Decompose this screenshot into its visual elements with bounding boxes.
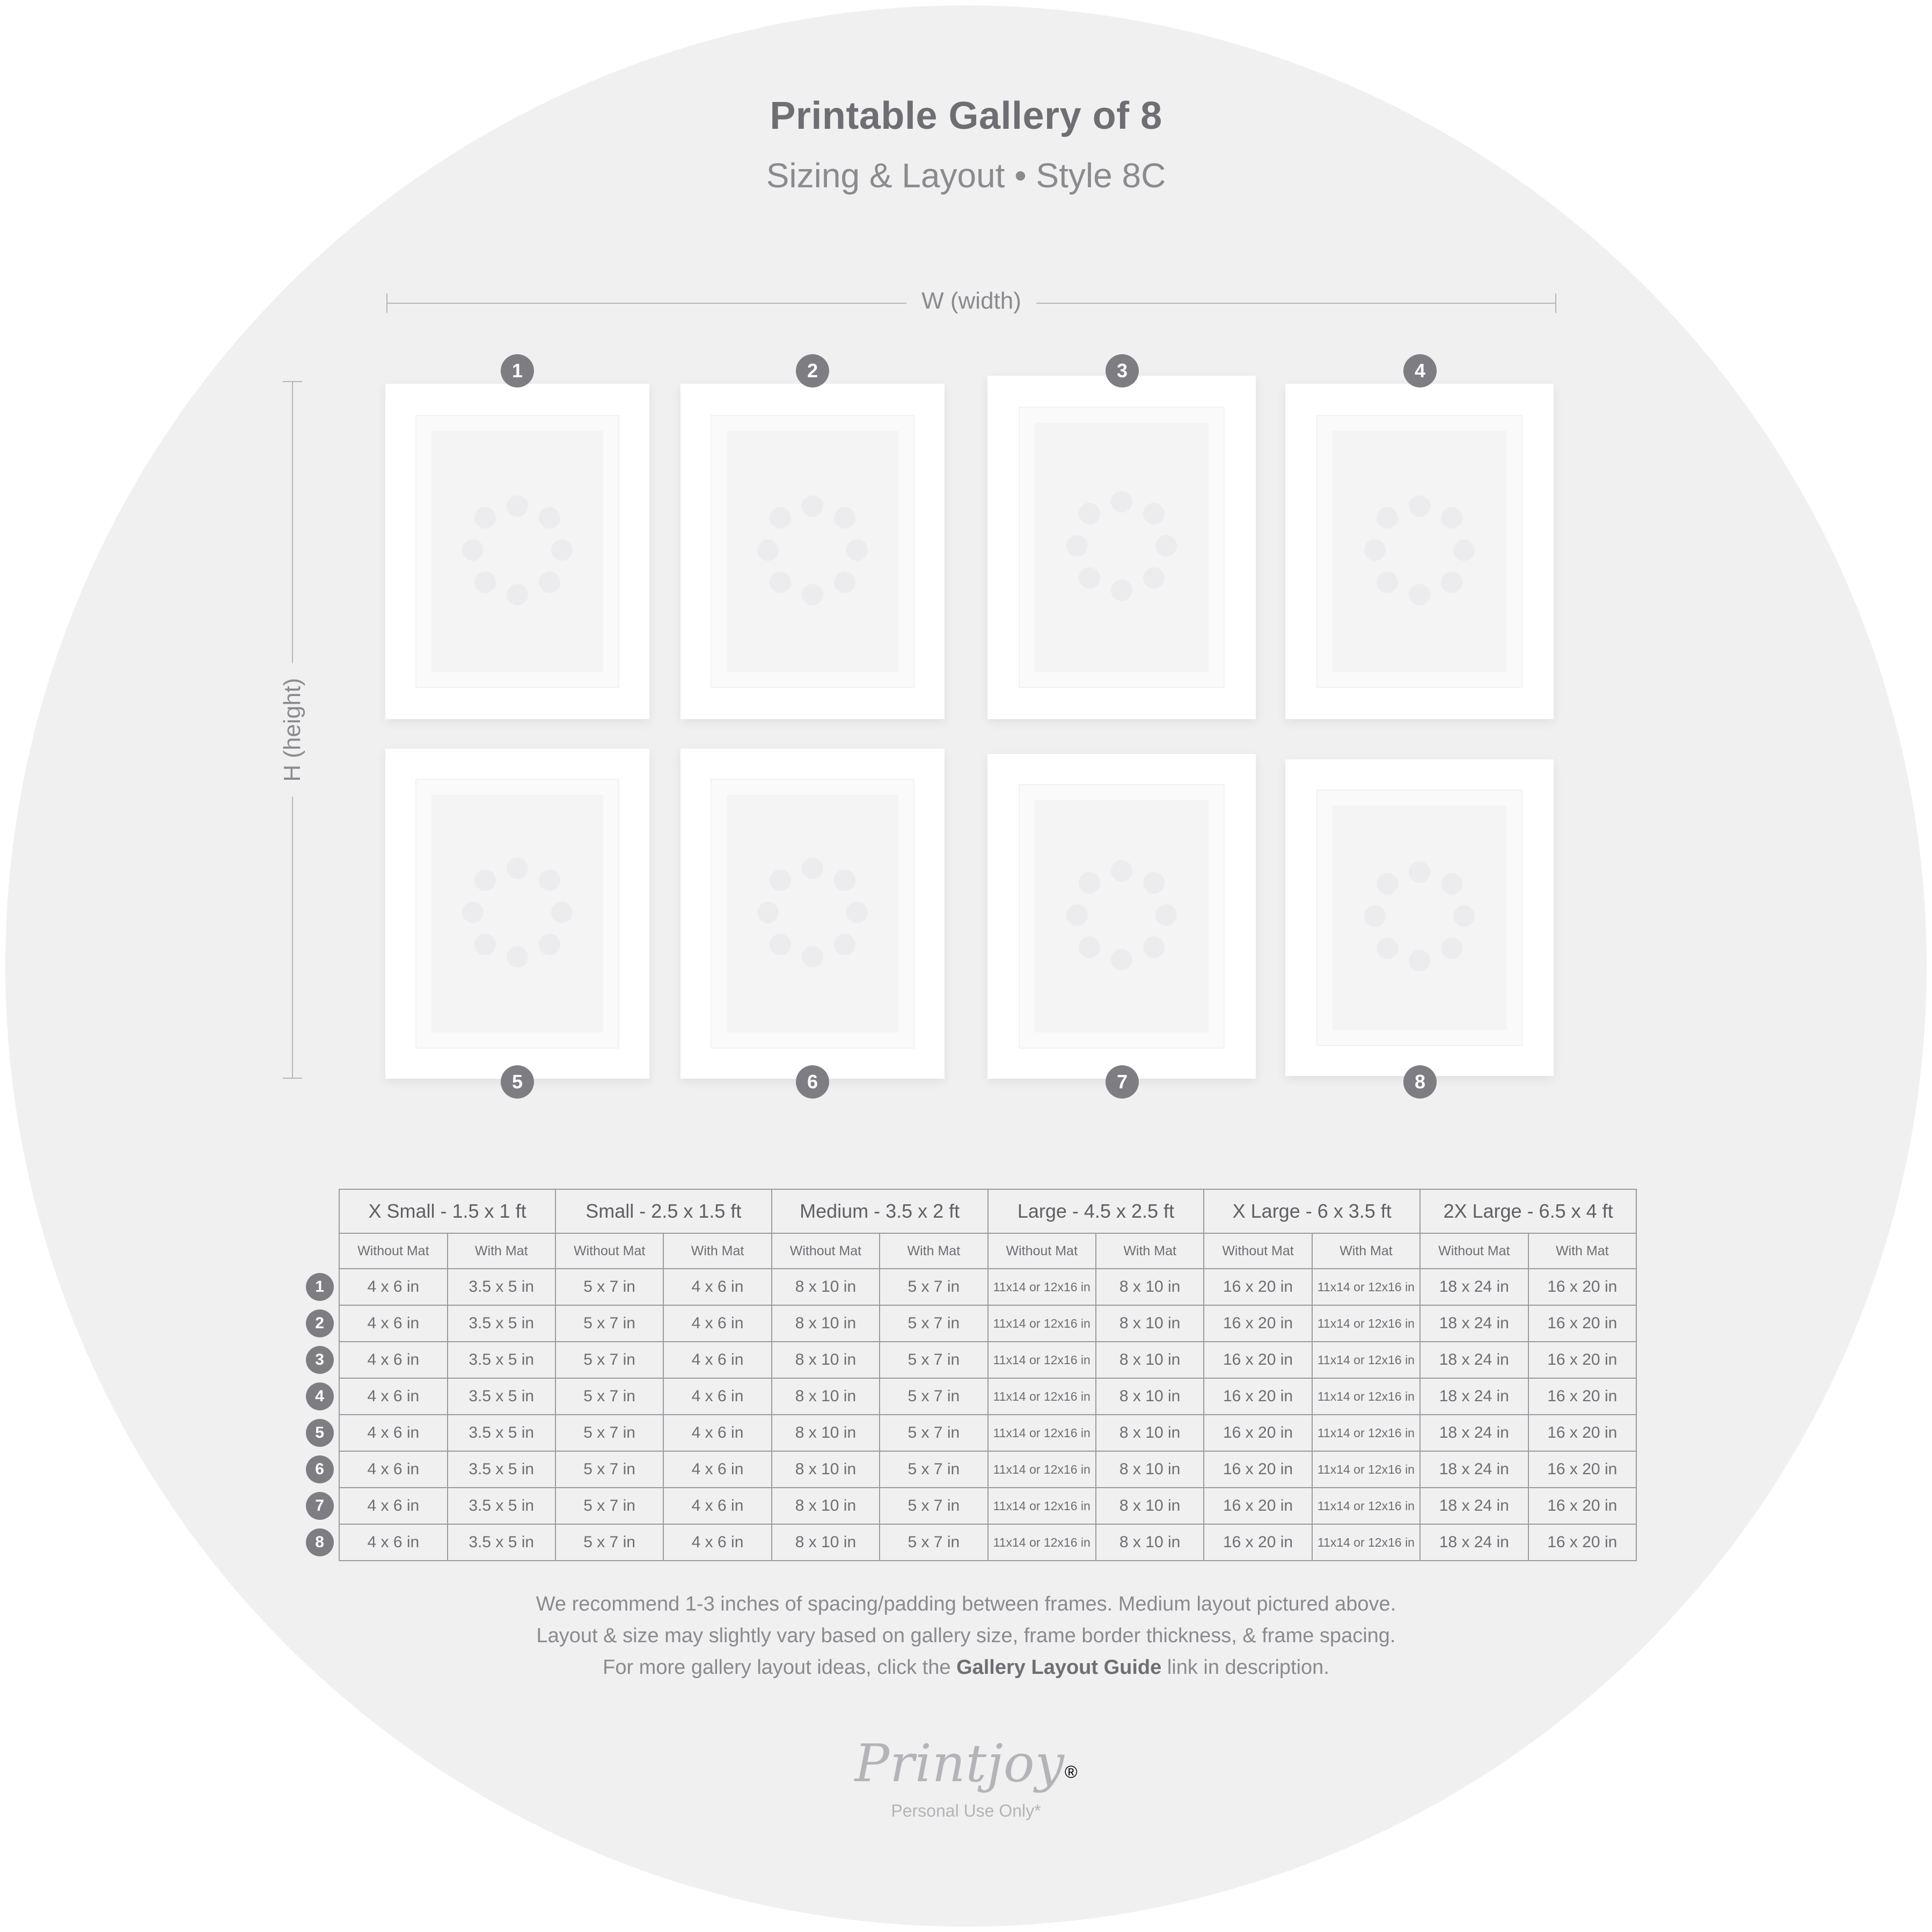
cell-6-12: 16 x 20 in bbox=[1528, 1451, 1637, 1488]
cell-5-5: 8 x 10 in bbox=[772, 1415, 880, 1451]
frame-badge-2: 2 bbox=[796, 354, 829, 387]
size-group-large: Large - 4.5 x 2.5 ft bbox=[988, 1189, 1204, 1233]
cell-2-5: 8 x 10 in bbox=[772, 1305, 880, 1342]
row-number-cell-4 bbox=[301, 1378, 339, 1415]
cell-2-9: 16 x 20 in bbox=[1204, 1305, 1312, 1342]
page-subtitle: Sizing & Layout • Style 8C bbox=[766, 156, 1166, 195]
frame-mat-8 bbox=[1316, 789, 1523, 1046]
cell-4-10: 11x14 or 12x16 in bbox=[1312, 1378, 1420, 1415]
row-number-cell-5 bbox=[301, 1415, 339, 1451]
frame-badge-6: 6 bbox=[796, 1065, 829, 1099]
cell-7-9: 16 x 20 in bbox=[1204, 1488, 1312, 1524]
cell-4-8: 8 x 10 in bbox=[1096, 1378, 1204, 1415]
cell-1-6: 5 x 7 in bbox=[880, 1269, 987, 1305]
frame-mat-7 bbox=[1019, 784, 1225, 1049]
width-dimension bbox=[386, 288, 1556, 314]
frame-mat-3 bbox=[1019, 407, 1225, 688]
table-row bbox=[301, 1342, 1636, 1378]
cell-4-2: 3.5 x 5 in bbox=[448, 1378, 555, 1415]
cell-8-3: 5 x 7 in bbox=[555, 1524, 663, 1561]
cell-1-12: 16 x 20 in bbox=[1528, 1269, 1637, 1305]
cell-8-7: 11x14 or 12x16 in bbox=[988, 1524, 1096, 1561]
notes-block bbox=[0, 1589, 1932, 1684]
artwork-dots-5 bbox=[461, 858, 574, 970]
row-number-cell-7 bbox=[301, 1488, 339, 1524]
table-corner bbox=[301, 1189, 339, 1233]
cell-8-12: 16 x 20 in bbox=[1528, 1524, 1637, 1561]
cell-7-7: 11x14 or 12x16 in bbox=[988, 1488, 1096, 1524]
cell-4-12: 16 x 20 in bbox=[1528, 1378, 1637, 1415]
frame-artwork-4 bbox=[1333, 431, 1506, 672]
row-number-cell-6 bbox=[301, 1451, 339, 1488]
cell-2-10: 11x14 or 12x16 in bbox=[1312, 1305, 1420, 1342]
frame-artwork-7 bbox=[1035, 800, 1209, 1033]
cell-8-2: 3.5 x 5 in bbox=[448, 1524, 555, 1561]
cell-6-5: 8 x 10 in bbox=[772, 1451, 880, 1488]
height-dimension-label: H (height) bbox=[279, 663, 306, 796]
frame-badge-1: 1 bbox=[501, 354, 534, 387]
row-badge-8: 8 bbox=[306, 1528, 334, 1556]
frame-artwork-8 bbox=[1333, 806, 1506, 1030]
subheader-with-mat-4: With Mat bbox=[1096, 1233, 1204, 1269]
cell-5-7: 11x14 or 12x16 in bbox=[988, 1415, 1096, 1451]
cell-2-2: 3.5 x 5 in bbox=[448, 1305, 555, 1342]
cell-1-3: 5 x 7 in bbox=[555, 1269, 663, 1305]
table-corner-sub bbox=[301, 1233, 339, 1269]
subheader-with-mat-5: With Mat bbox=[1312, 1233, 1420, 1269]
cell-8-10: 11x14 or 12x16 in bbox=[1312, 1524, 1420, 1561]
height-dimension bbox=[279, 381, 305, 1079]
row-number-cell-2 bbox=[301, 1305, 339, 1342]
cell-7-12: 16 x 20 in bbox=[1528, 1488, 1637, 1524]
frame-badge-4: 4 bbox=[1403, 354, 1437, 387]
size-group-2x-large: 2X Large - 6.5 x 4 ft bbox=[1420, 1189, 1636, 1233]
cell-8-4: 4 x 6 in bbox=[663, 1524, 771, 1561]
frame-artwork-6 bbox=[727, 795, 898, 1033]
brand-name-wrap bbox=[0, 1733, 1932, 1794]
cell-3-3: 5 x 7 in bbox=[555, 1342, 663, 1378]
artwork-dots-3 bbox=[1065, 491, 1178, 604]
size-group-x-large: X Large - 6 x 3.5 ft bbox=[1204, 1189, 1420, 1233]
gallery-frame-8 bbox=[1285, 759, 1554, 1076]
table-row bbox=[301, 1305, 1636, 1342]
frame-artwork-3 bbox=[1035, 423, 1209, 672]
page-title: Printable Gallery of 8 bbox=[770, 94, 1162, 137]
cell-6-1: 4 x 6 in bbox=[339, 1451, 447, 1488]
width-dimension-cap-right bbox=[1555, 294, 1556, 313]
cell-1-7: 11x14 or 12x16 in bbox=[988, 1269, 1096, 1305]
subheader-with-mat-6: With Mat bbox=[1528, 1233, 1637, 1269]
cell-5-12: 16 x 20 in bbox=[1528, 1415, 1637, 1451]
registered-trademark-icon: ® bbox=[1064, 1762, 1078, 1782]
cell-6-11: 18 x 24 in bbox=[1420, 1451, 1528, 1488]
note-line-3 bbox=[0, 1652, 1932, 1684]
cell-5-4: 4 x 6 in bbox=[663, 1415, 771, 1451]
note-line-3-suffix: link in description. bbox=[1161, 1656, 1329, 1679]
subheader-without-mat-5: Without Mat bbox=[1204, 1233, 1312, 1269]
cell-3-7: 11x14 or 12x16 in bbox=[988, 1342, 1096, 1378]
note-line-2: Layout & size may slightly vary based on gallery size, frame border thickness, & frame spacing. bbox=[536, 1624, 1396, 1647]
subheader-without-mat-3: Without Mat bbox=[772, 1233, 880, 1269]
cell-7-5: 8 x 10 in bbox=[772, 1488, 880, 1524]
cell-8-11: 18 x 24 in bbox=[1420, 1524, 1528, 1561]
row-number-cell-8 bbox=[301, 1524, 339, 1561]
cell-1-1: 4 x 6 in bbox=[339, 1269, 447, 1305]
cell-8-6: 5 x 7 in bbox=[880, 1524, 987, 1561]
cell-5-1: 4 x 6 in bbox=[339, 1415, 447, 1451]
note-line-1: We recommend 1-3 inches of spacing/padding between frames. Medium layout pictured above. bbox=[536, 1593, 1396, 1615]
cell-4-5: 8 x 10 in bbox=[772, 1378, 880, 1415]
row-badge-3: 3 bbox=[306, 1346, 334, 1374]
frame-badge-8: 8 bbox=[1403, 1065, 1437, 1099]
sizing-table-wrapper bbox=[301, 1189, 1637, 1561]
subheader-without-mat-6: Without Mat bbox=[1420, 1233, 1528, 1269]
frame-mat-5 bbox=[415, 779, 619, 1049]
cell-7-3: 5 x 7 in bbox=[555, 1488, 663, 1524]
note-line-3-prefix: For more gallery layout ideas, click the bbox=[603, 1656, 957, 1679]
brand-name: Printjoy bbox=[854, 1733, 1065, 1794]
cell-6-7: 11x14 or 12x16 in bbox=[988, 1451, 1096, 1488]
gallery-frame-2 bbox=[680, 384, 945, 719]
subheader-with-mat-3: With Mat bbox=[880, 1233, 987, 1269]
cell-7-2: 3.5 x 5 in bbox=[448, 1488, 555, 1524]
artwork-dots-7 bbox=[1065, 860, 1178, 973]
frame-artwork-2 bbox=[727, 431, 898, 672]
cell-6-9: 16 x 20 in bbox=[1204, 1451, 1312, 1488]
cell-1-2: 3.5 x 5 in bbox=[448, 1269, 555, 1305]
row-badge-5: 5 bbox=[306, 1419, 334, 1447]
row-number-cell-1 bbox=[301, 1269, 339, 1305]
cell-3-10: 11x14 or 12x16 in bbox=[1312, 1342, 1420, 1378]
gallery-frame-4 bbox=[1285, 384, 1554, 719]
height-dimension-cap-bottom bbox=[283, 1078, 302, 1079]
cell-5-8: 8 x 10 in bbox=[1096, 1415, 1204, 1451]
cell-7-1: 4 x 6 in bbox=[339, 1488, 447, 1524]
cell-4-3: 5 x 7 in bbox=[555, 1378, 663, 1415]
cell-7-10: 11x14 or 12x16 in bbox=[1312, 1488, 1420, 1524]
cell-2-4: 4 x 6 in bbox=[663, 1305, 771, 1342]
cell-5-11: 18 x 24 in bbox=[1420, 1415, 1528, 1451]
table-row bbox=[301, 1524, 1636, 1561]
cell-4-4: 4 x 6 in bbox=[663, 1378, 771, 1415]
cell-5-9: 16 x 20 in bbox=[1204, 1415, 1312, 1451]
table-row bbox=[301, 1451, 1636, 1488]
cell-8-5: 8 x 10 in bbox=[772, 1524, 880, 1561]
cell-6-6: 5 x 7 in bbox=[880, 1451, 987, 1488]
frame-badge-7: 7 bbox=[1106, 1065, 1139, 1099]
cell-3-1: 4 x 6 in bbox=[339, 1342, 447, 1378]
subheader-with-mat-1: With Mat bbox=[448, 1233, 555, 1269]
cell-1-11: 18 x 24 in bbox=[1420, 1269, 1528, 1305]
cell-3-9: 16 x 20 in bbox=[1204, 1342, 1312, 1378]
size-group-x-small: X Small - 1.5 x 1 ft bbox=[339, 1189, 555, 1233]
frame-mat-6 bbox=[711, 779, 914, 1049]
subheader-with-mat-2: With Mat bbox=[663, 1233, 771, 1269]
cell-2-7: 11x14 or 12x16 in bbox=[988, 1305, 1096, 1342]
gallery-frame-6 bbox=[680, 749, 945, 1079]
cell-2-12: 16 x 20 in bbox=[1528, 1305, 1637, 1342]
row-badge-2: 2 bbox=[306, 1309, 334, 1337]
brand-logo bbox=[0, 1733, 1932, 1821]
row-badge-7: 7 bbox=[306, 1492, 334, 1520]
frame-mat-2 bbox=[711, 415, 914, 688]
size-group-medium: Medium - 3.5 x 2 ft bbox=[772, 1189, 988, 1233]
table-row bbox=[301, 1269, 1636, 1305]
sizing-table bbox=[301, 1189, 1637, 1561]
cell-3-4: 4 x 6 in bbox=[663, 1342, 771, 1378]
artwork-dots-1 bbox=[461, 495, 574, 608]
table-row bbox=[301, 1378, 1636, 1415]
gallery-frame-1 bbox=[385, 384, 649, 719]
cell-7-8: 8 x 10 in bbox=[1096, 1488, 1204, 1524]
cell-3-12: 16 x 20 in bbox=[1528, 1342, 1637, 1378]
cell-6-4: 4 x 6 in bbox=[663, 1451, 771, 1488]
artwork-dots-8 bbox=[1363, 861, 1476, 974]
table-group-header-row bbox=[301, 1189, 1636, 1233]
cell-4-9: 16 x 20 in bbox=[1204, 1378, 1312, 1415]
frame-artwork-1 bbox=[431, 431, 603, 672]
cell-5-10: 11x14 or 12x16 in bbox=[1312, 1415, 1420, 1451]
cell-1-8: 8 x 10 in bbox=[1096, 1269, 1204, 1305]
frame-artwork-5 bbox=[431, 795, 603, 1033]
cell-1-9: 16 x 20 in bbox=[1204, 1269, 1312, 1305]
cell-4-11: 18 x 24 in bbox=[1420, 1378, 1528, 1415]
cell-2-3: 5 x 7 in bbox=[555, 1305, 663, 1342]
artwork-dots-4 bbox=[1363, 495, 1476, 608]
cell-6-2: 3.5 x 5 in bbox=[448, 1451, 555, 1488]
cell-3-5: 8 x 10 in bbox=[772, 1342, 880, 1378]
cell-4-6: 5 x 7 in bbox=[880, 1378, 987, 1415]
cell-4-1: 4 x 6 in bbox=[339, 1378, 447, 1415]
gallery-layout-guide-link[interactable]: Gallery Layout Guide bbox=[956, 1656, 1162, 1679]
subheader-without-mat-4: Without Mat bbox=[988, 1233, 1096, 1269]
frame-badge-3: 3 bbox=[1106, 354, 1139, 387]
cell-2-8: 8 x 10 in bbox=[1096, 1305, 1204, 1342]
cell-2-1: 4 x 6 in bbox=[339, 1305, 447, 1342]
cell-7-4: 4 x 6 in bbox=[663, 1488, 771, 1524]
row-badge-6: 6 bbox=[306, 1455, 334, 1483]
row-number-cell-3 bbox=[301, 1342, 339, 1378]
subheader-without-mat-2: Without Mat bbox=[555, 1233, 663, 1269]
subheader-without-mat-1: Without Mat bbox=[339, 1233, 447, 1269]
cell-3-2: 3.5 x 5 in bbox=[448, 1342, 555, 1378]
cell-8-1: 4 x 6 in bbox=[339, 1524, 447, 1561]
artwork-dots-2 bbox=[756, 495, 869, 608]
width-dimension-cap-left bbox=[386, 294, 387, 313]
cell-3-6: 5 x 7 in bbox=[880, 1342, 987, 1378]
gallery-frame-5 bbox=[385, 749, 649, 1079]
height-dimension-cap-top bbox=[283, 381, 302, 382]
row-badge-4: 4 bbox=[306, 1382, 334, 1410]
table-sub-header-row bbox=[301, 1233, 1636, 1269]
cell-5-3: 5 x 7 in bbox=[555, 1415, 663, 1451]
table-row bbox=[301, 1488, 1636, 1524]
frame-mat-1 bbox=[415, 415, 619, 688]
row-badge-1: 1 bbox=[306, 1273, 334, 1301]
gallery-frame-3 bbox=[987, 376, 1256, 719]
cell-8-9: 16 x 20 in bbox=[1204, 1524, 1312, 1561]
cell-6-10: 11x14 or 12x16 in bbox=[1312, 1451, 1420, 1488]
cell-6-8: 8 x 10 in bbox=[1096, 1451, 1204, 1488]
frame-badge-5: 5 bbox=[501, 1065, 534, 1099]
frame-mat-4 bbox=[1316, 415, 1523, 688]
cell-3-11: 18 x 24 in bbox=[1420, 1342, 1528, 1378]
table-row bbox=[301, 1415, 1636, 1451]
cell-5-6: 5 x 7 in bbox=[880, 1415, 987, 1451]
gallery-frame-7 bbox=[987, 754, 1256, 1079]
cell-8-8: 8 x 10 in bbox=[1096, 1524, 1204, 1561]
cell-2-11: 18 x 24 in bbox=[1420, 1305, 1528, 1342]
brand-tagline: Personal Use Only* bbox=[891, 1801, 1041, 1820]
cell-7-6: 5 x 7 in bbox=[880, 1488, 987, 1524]
artwork-dots-6 bbox=[756, 858, 869, 970]
width-dimension-label: W (width) bbox=[906, 288, 1036, 314]
cell-6-3: 5 x 7 in bbox=[555, 1451, 663, 1488]
cell-7-11: 18 x 24 in bbox=[1420, 1488, 1528, 1524]
cell-3-8: 8 x 10 in bbox=[1096, 1342, 1204, 1378]
cell-1-4: 4 x 6 in bbox=[663, 1269, 771, 1305]
cell-1-10: 11x14 or 12x16 in bbox=[1312, 1269, 1420, 1305]
cell-5-2: 3.5 x 5 in bbox=[448, 1415, 555, 1451]
cell-4-7: 11x14 or 12x16 in bbox=[988, 1378, 1096, 1415]
size-group-small: Small - 2.5 x 1.5 ft bbox=[555, 1189, 772, 1233]
cell-2-6: 5 x 7 in bbox=[880, 1305, 987, 1342]
cell-1-5: 8 x 10 in bbox=[772, 1269, 880, 1305]
